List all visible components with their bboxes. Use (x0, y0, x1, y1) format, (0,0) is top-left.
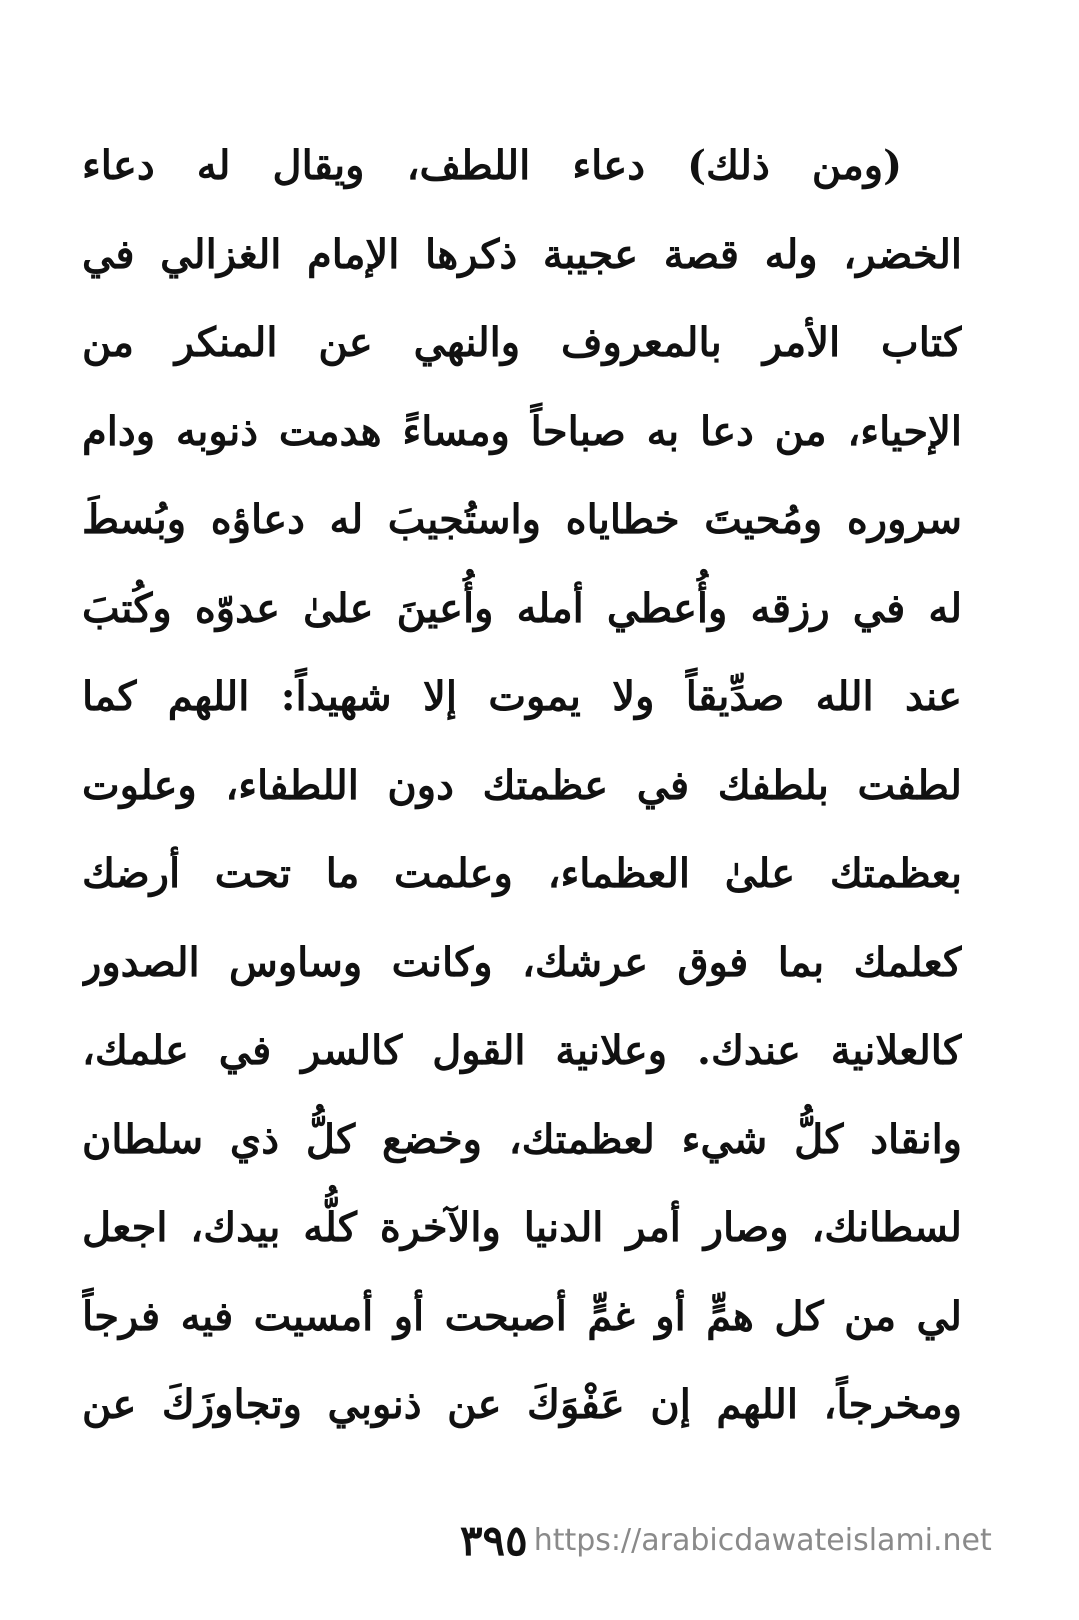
text-line: كالعلانية عندك. وعلانية القول كالسر في علمك، (82, 1027, 962, 1074)
text-line: لطفت بلطفك في عظمتك دون اللطفاء، وعلوت (82, 761, 962, 809)
text-line: ومخرجاً، اللهم إن عَفْوَكَ عن ذنوبي وتجاوزَكَ عن (82, 1381, 962, 1428)
text-line: وانقاد كلُّ شيء لعظمتك، وخضع كلُّ ذي سلطان (82, 1115, 962, 1163)
page-body-text (82, 122, 962, 1450)
text-line: سروره ومُحيتَ خطاياه واستُجيبَ له دعاؤه وبُسطَ (82, 496, 962, 543)
text-line: الخضر، وله قصة عجيبة ذكرها الإمام الغزالي في (82, 230, 962, 278)
text-line: الإحياء، من دعا به صباحاً ومساءً هدمت ذنوبه ودام (82, 407, 962, 455)
page-footer (460, 1510, 1020, 1570)
text-line: عند الله صدِّيقاً ولا يموت إلا شهيداً: اللهم كما (82, 673, 962, 720)
text-line: كعلمك بما فوق عرشك، وكانت وساوس الصدور (82, 938, 962, 986)
watermark-url: https://arabicdawateislami.net (533, 1522, 992, 1558)
text-line: لسطانك، وصار أمر الدنيا والآخرة كلُّه بيدك، اجعل (82, 1204, 962, 1251)
text-line: بعظمتك علىٰ العظماء، وعلمت ما تحت أرضك (82, 850, 962, 897)
text-line: (ومن ذلك) دعاء اللطف، ويقال له دعاء (82, 142, 902, 189)
text-line: لي من كل همٍّ أو غمٍّ أصبحت أو أمسيت فيه فرجاً (82, 1292, 962, 1340)
text-line: كتاب الأمر بالمعروف والنهي عن المنكر من (82, 319, 962, 366)
text-line: له في رزقه وأُعطي أمله وأُعينَ علىٰ عدوّه وكُتبَ (82, 584, 962, 632)
page-number: ٣٩٥ (460, 1515, 528, 1565)
